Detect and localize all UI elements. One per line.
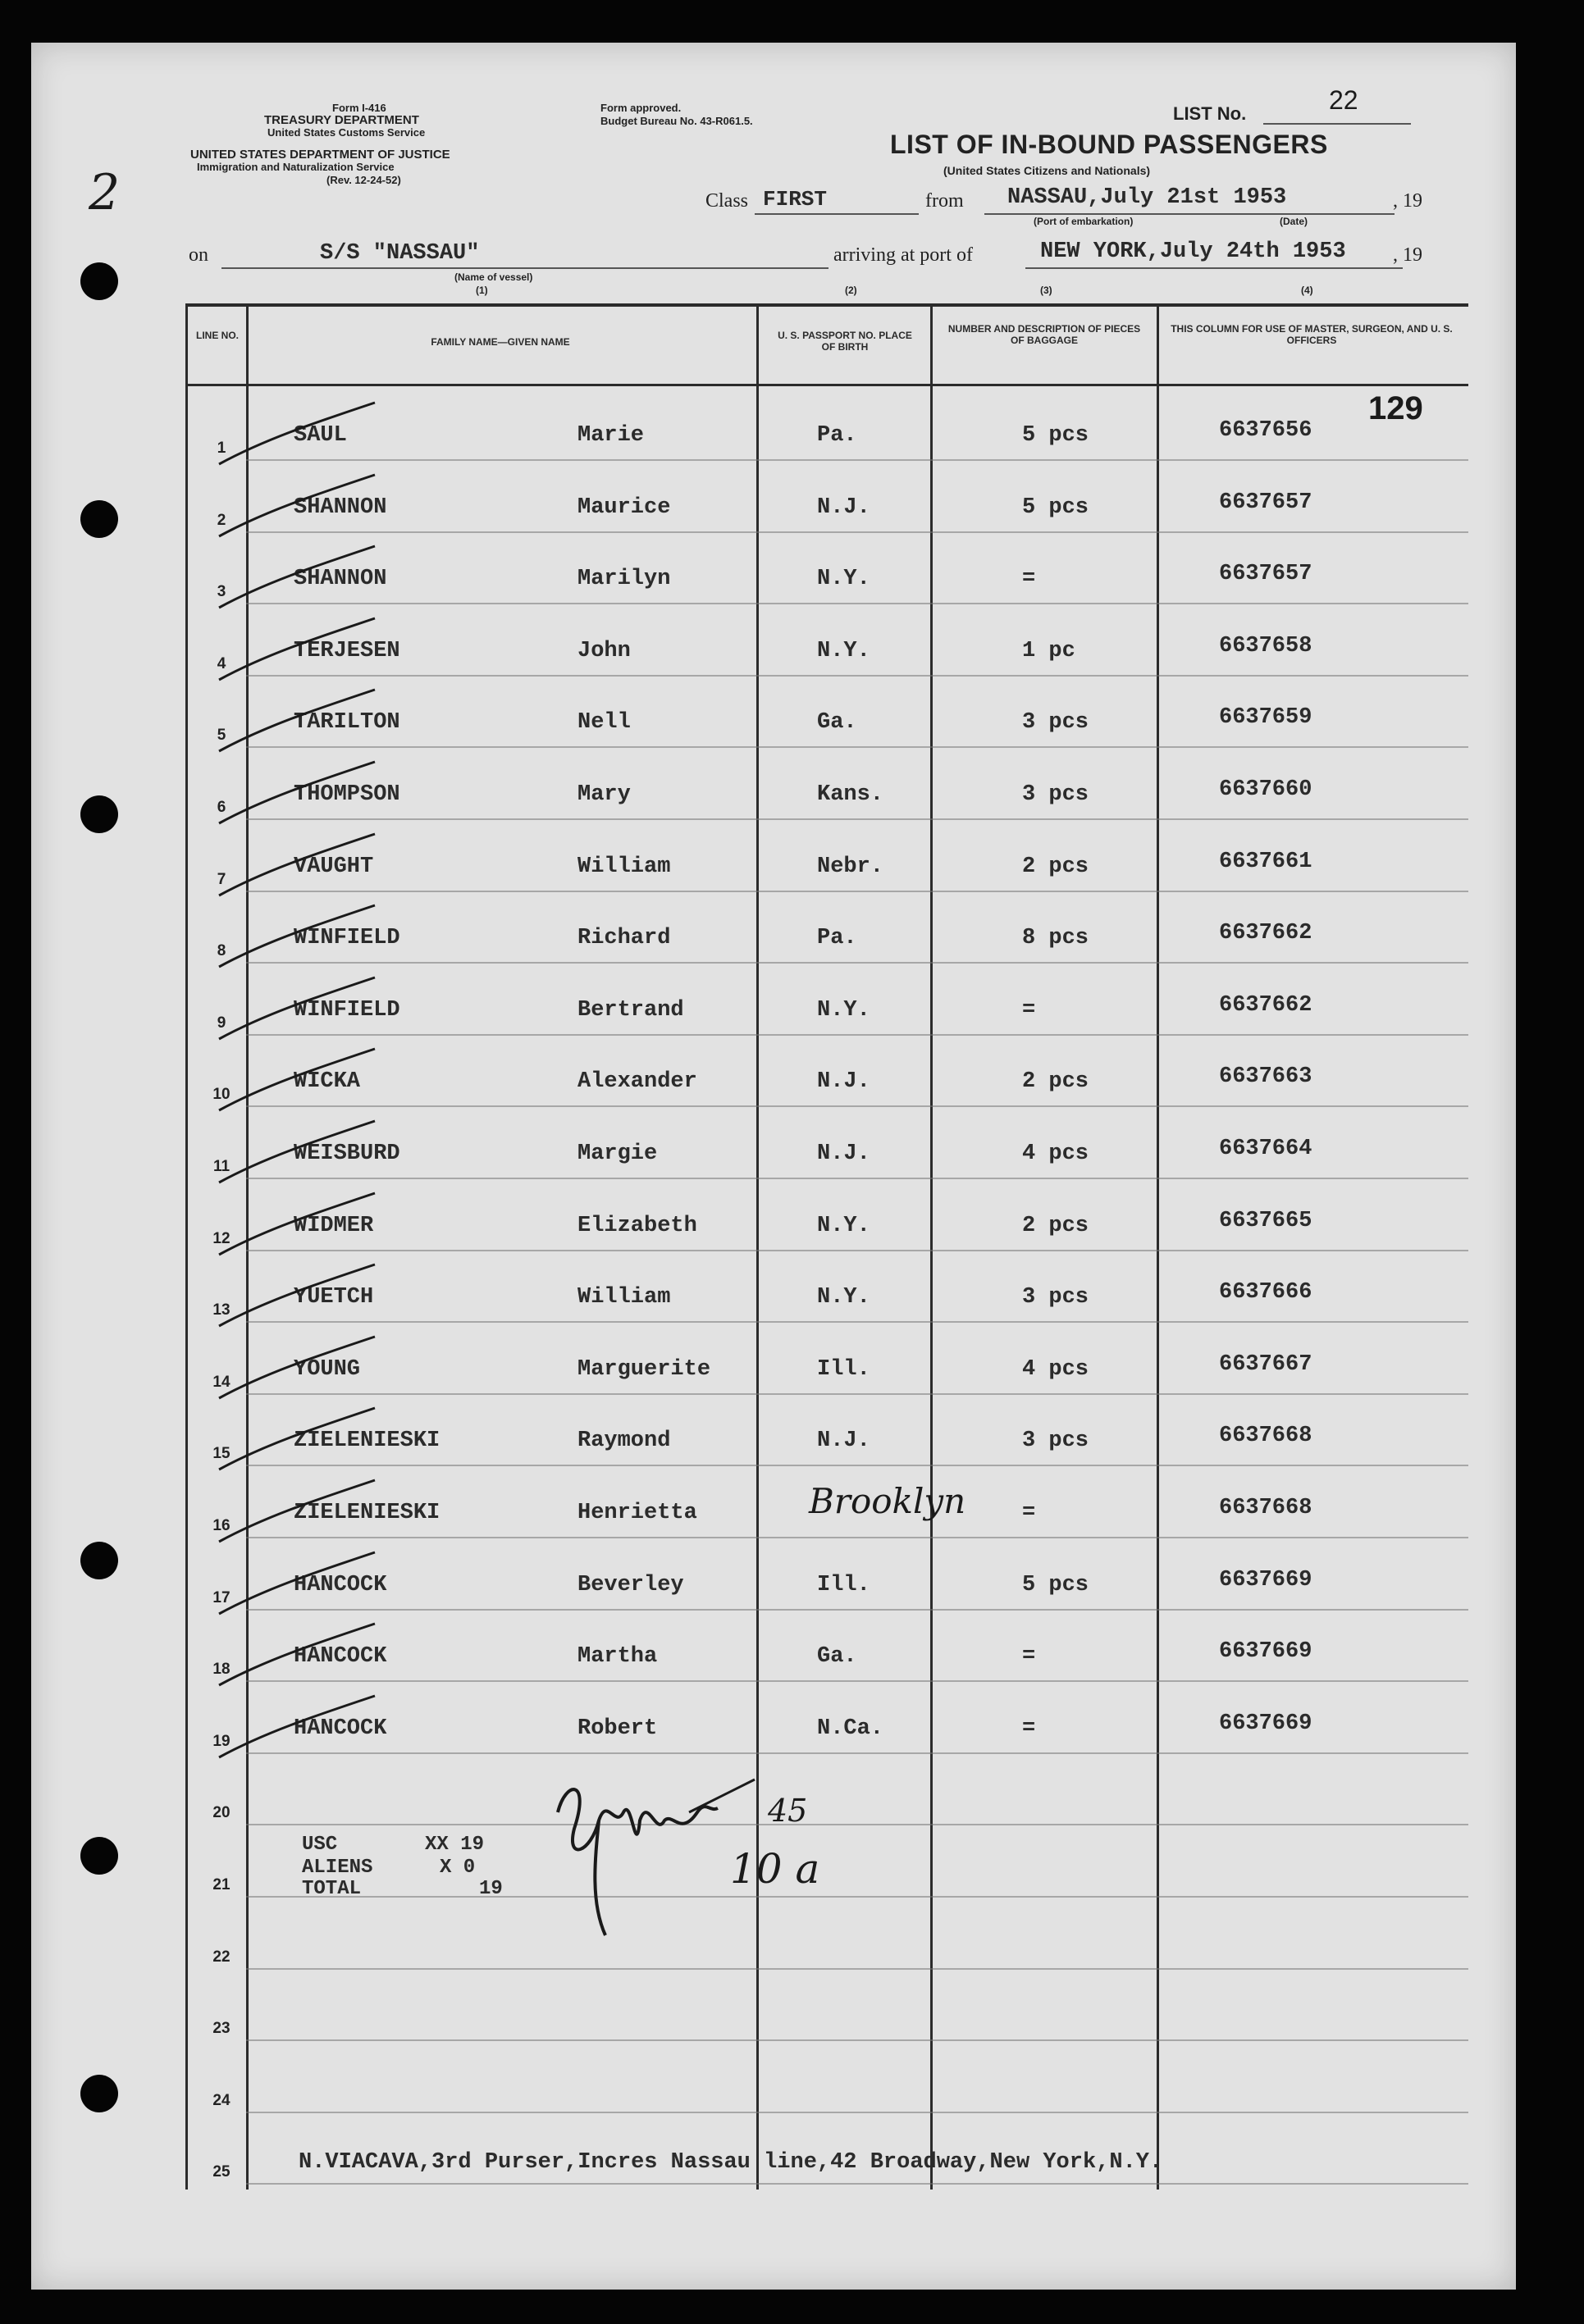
col-header-officers: THIS COLUMN FOR USE OF MASTER, SURGEON, AND U. S. OFFICERS xyxy=(1171,323,1453,346)
checkmark-slash xyxy=(215,471,379,545)
officer-number: 6637668 xyxy=(1219,1496,1312,1520)
baggage-count: = xyxy=(1022,1501,1036,1525)
list-no-value: 22 xyxy=(1329,85,1358,115)
row-rule xyxy=(246,1393,1468,1395)
given-name: Bertrand xyxy=(577,997,684,1023)
line-number: 25 xyxy=(212,2163,231,2181)
form-number: Form I-416 xyxy=(332,102,386,114)
family-name: THOMPSON xyxy=(294,782,400,807)
given-name: Maurice xyxy=(577,494,671,520)
row-rule xyxy=(246,2183,1468,2185)
row-rule xyxy=(246,1465,1468,1466)
line-number: 13 xyxy=(212,1301,231,1319)
place-of-birth: N.Y. xyxy=(817,1285,870,1310)
page-subtitle: (United States Citizens and Nationals) xyxy=(943,164,1151,177)
on-label: on xyxy=(189,244,208,266)
line-number: 16 xyxy=(212,1517,231,1534)
checkmark-slash xyxy=(215,1045,379,1119)
row-rule xyxy=(246,603,1468,604)
arriving-label: arriving at port of xyxy=(833,244,973,266)
family-name: TARILTON xyxy=(294,710,400,736)
place-of-birth: N.J. xyxy=(817,1429,870,1454)
row-rule xyxy=(246,459,1468,461)
baggage-count: = xyxy=(1022,567,1036,592)
total-value: 19 xyxy=(479,1878,503,1900)
place-of-birth: N.Y. xyxy=(817,997,870,1023)
given-name: Richard xyxy=(577,926,671,951)
given-name: Raymond xyxy=(577,1429,671,1454)
place-of-birth: Ga. xyxy=(817,710,857,736)
line-number: 18 xyxy=(212,1661,231,1679)
line-number: 14 xyxy=(212,1373,231,1391)
family-name: HANCOCK xyxy=(294,1572,387,1597)
family-name: HANCOCK xyxy=(294,1716,387,1741)
given-name: Elizabeth xyxy=(577,1213,697,1238)
row-rule xyxy=(246,1250,1468,1251)
row-rule xyxy=(246,1752,1468,1754)
family-name: YUETCH xyxy=(294,1285,374,1310)
page-stamp-number: 129 xyxy=(1368,390,1423,426)
place-of-birth: Pa. xyxy=(817,423,857,448)
line-number: 3 xyxy=(217,583,226,601)
officer-number: 6637658 xyxy=(1219,633,1312,658)
vessel-caption: (Name of vessel) xyxy=(454,271,533,283)
row-rule xyxy=(246,1321,1468,1323)
row-rule xyxy=(246,1896,1468,1898)
checkmark-slash xyxy=(215,686,379,759)
officer-number: 6637666 xyxy=(1219,1280,1312,1306)
line-number: 24 xyxy=(212,2091,231,2109)
checkmark-slash xyxy=(215,758,379,832)
aliens-label: ALIENS xyxy=(302,1857,373,1879)
baggage-count: 5 pcs xyxy=(1022,494,1089,520)
given-name: Alexander xyxy=(577,1069,697,1095)
line-number: 10 xyxy=(212,1086,231,1104)
row-rule xyxy=(246,891,1468,892)
checkmark-slash xyxy=(215,1620,379,1693)
family-name: SHANNON xyxy=(294,494,387,520)
family-name: TERJESEN xyxy=(294,638,400,663)
justice-label: UNITED STATES DEPARTMENT OF JUSTICE xyxy=(190,148,450,162)
from-value: NASSAU,July 21st 1953 xyxy=(1007,185,1287,210)
family-name: WEISBURD xyxy=(294,1141,400,1166)
revision-label: (Rev. 12-24-52) xyxy=(326,174,401,186)
given-name: Mary xyxy=(577,782,631,807)
row-rule xyxy=(246,1609,1468,1611)
caption-1: (1) xyxy=(476,285,488,296)
footer-purser-line: N.VIACAVA,3rd Purser,Incres Nassau line,42 Broadway,New York,N.Y. xyxy=(299,2150,1163,2175)
place-of-birth: Kans. xyxy=(817,782,884,807)
family-name: ZIELENIESKI xyxy=(294,1501,441,1525)
baggage-count: 1 pc xyxy=(1022,638,1075,663)
usc-value: XX 19 xyxy=(425,1834,485,1856)
place-of-birth: Pa. xyxy=(817,926,857,951)
baggage-count: 2 pcs xyxy=(1022,1213,1089,1238)
line-number: 21 xyxy=(212,1876,231,1893)
punch-hole xyxy=(80,1837,118,1875)
row-rule xyxy=(246,1537,1468,1538)
place-of-birth: N.J. xyxy=(817,494,870,520)
line-number: 6 xyxy=(217,799,226,816)
baggage-count: 5 pcs xyxy=(1022,423,1089,448)
row-rule xyxy=(246,675,1468,677)
row-rule xyxy=(246,1178,1468,1179)
caption-4: (4) xyxy=(1301,285,1313,296)
aliens-value: X 0 xyxy=(440,1857,476,1879)
officer-number: 6637668 xyxy=(1219,1424,1312,1449)
row-rule xyxy=(246,1034,1468,1036)
place-of-birth: Nebr. xyxy=(817,854,884,879)
table-left-border xyxy=(185,303,188,2190)
checkmark-slash xyxy=(215,1548,379,1622)
punch-hole xyxy=(80,1542,118,1579)
class-underline xyxy=(755,213,919,215)
family-name: SHANNON xyxy=(294,567,387,592)
officer-number: 6637662 xyxy=(1219,921,1312,946)
line-number: 9 xyxy=(217,1014,226,1032)
place-of-birth: N.J. xyxy=(817,1141,870,1166)
place-of-birth: N.Ca. xyxy=(817,1716,884,1741)
checkmark-slash xyxy=(215,1117,379,1191)
checkmark-slash xyxy=(215,830,379,904)
class-value: FIRST xyxy=(763,187,828,212)
customs-label: United States Customs Service xyxy=(267,126,426,139)
family-name: HANCOCK xyxy=(294,1644,387,1670)
given-name: William xyxy=(577,1285,671,1310)
checkmark-slash xyxy=(215,901,379,975)
row-rule xyxy=(246,818,1468,820)
place-of-birth: N.J. xyxy=(817,1069,870,1095)
caption-2: (2) xyxy=(845,285,857,296)
checkmark-slash xyxy=(215,399,379,472)
officer-number: 6637669 xyxy=(1219,1639,1312,1665)
line-number: 12 xyxy=(212,1229,231,1247)
line-number: 2 xyxy=(217,511,226,529)
given-name: John xyxy=(577,638,631,663)
class-label: Class xyxy=(705,190,749,212)
given-name: Henrietta xyxy=(577,1501,697,1525)
family-name: SAUL xyxy=(294,423,347,448)
family-name: WINFIELD xyxy=(294,926,400,951)
margin-mark: 2 xyxy=(89,164,121,221)
row-rule xyxy=(246,1680,1468,1682)
family-name: WINFIELD xyxy=(294,997,400,1023)
checkmark-slash xyxy=(215,1692,379,1766)
vessel-underline xyxy=(221,267,829,269)
col-header-baggage: NUMBER AND DESCRIPTION OF PIECES OF BAGGAGE xyxy=(947,323,1141,346)
given-name: Margie xyxy=(577,1141,658,1166)
given-name: Martha xyxy=(577,1644,658,1670)
row-rule xyxy=(246,746,1468,748)
line-number: 5 xyxy=(217,727,226,745)
given-name: Marilyn xyxy=(577,567,671,592)
given-name: Nell xyxy=(577,710,631,736)
family-name: YOUNG xyxy=(294,1356,361,1382)
port-embark-caption: (Port of embarkation) xyxy=(1034,216,1134,227)
place-of-birth: Ill. xyxy=(817,1572,870,1597)
line-number: 22 xyxy=(212,1948,231,1966)
checkmark-slash xyxy=(215,542,379,616)
line-number: 1 xyxy=(217,440,226,457)
baggage-count: 5 pcs xyxy=(1022,1572,1089,1597)
baggage-count: 8 pcs xyxy=(1022,926,1089,951)
line-number: 20 xyxy=(212,1804,231,1822)
checkmark-slash xyxy=(215,1260,379,1334)
row-rule xyxy=(246,1105,1468,1107)
family-name: WIDMER xyxy=(294,1213,374,1238)
handwritten-initials: 45 xyxy=(768,1793,808,1829)
table-top-border xyxy=(185,303,1468,307)
officer-number: 6637657 xyxy=(1219,562,1312,587)
checkmark-slash xyxy=(215,1333,379,1406)
col-header-line: LINE NO. xyxy=(195,330,239,341)
punch-hole xyxy=(80,795,118,833)
officer-number: 6637661 xyxy=(1219,849,1312,874)
officer-number: 6637669 xyxy=(1219,1567,1312,1593)
checkmark-slash xyxy=(215,1476,379,1550)
col-divider-4 xyxy=(1157,303,1159,2190)
punch-hole xyxy=(80,500,118,538)
total-label: TOTAL xyxy=(302,1878,362,1900)
line-number: 7 xyxy=(217,870,226,888)
place-of-birth: N.Y. xyxy=(817,567,870,592)
baggage-count: 3 pcs xyxy=(1022,1285,1089,1310)
place-of-birth: Brooklyn xyxy=(809,1481,966,1521)
arrival-value: NEW YORK,July 24th 1953 xyxy=(1040,239,1346,264)
line-number: 15 xyxy=(212,1445,231,1463)
baggage-count: 3 pcs xyxy=(1022,782,1089,807)
officer-number: 6637662 xyxy=(1219,992,1312,1018)
ins-label: Immigration and Naturalization Service xyxy=(197,161,395,173)
checkmark-slash xyxy=(215,614,379,688)
row-rule xyxy=(246,1968,1468,1970)
checkmark-slash xyxy=(215,973,379,1047)
checkmark-slash xyxy=(215,1404,379,1478)
line-number: 17 xyxy=(212,1588,231,1606)
place-of-birth: Ill. xyxy=(817,1356,870,1382)
officer-number: 6637669 xyxy=(1219,1711,1312,1736)
list-no-label: LIST No. xyxy=(1173,103,1247,124)
checkmark-slash xyxy=(215,1189,379,1263)
baggage-count: 3 pcs xyxy=(1022,1429,1089,1454)
family-name: ZIELENIESKI xyxy=(294,1429,441,1454)
place-of-birth: N.Y. xyxy=(817,1213,870,1238)
punch-hole xyxy=(80,262,118,300)
given-name: Robert xyxy=(577,1716,658,1741)
row-rule xyxy=(246,2039,1468,2041)
handwritten-note: 10 a xyxy=(730,1845,820,1893)
from-label: from xyxy=(925,190,964,212)
line-number: 19 xyxy=(212,1732,231,1750)
row-rule xyxy=(246,1824,1468,1825)
officer-number: 6637657 xyxy=(1219,490,1312,515)
line-number: 8 xyxy=(217,942,226,960)
family-name: WICKA xyxy=(294,1069,361,1095)
given-name: Marie xyxy=(577,423,645,448)
officer-number: 6637663 xyxy=(1219,1064,1312,1090)
row-rule xyxy=(246,2112,1468,2113)
treasury-label: TREASURY DEPARTMENT xyxy=(264,113,419,127)
budget-bureau: Budget Bureau No. 43-R061.5. xyxy=(600,115,753,127)
punch-hole xyxy=(80,2075,118,2112)
year-prefix-2: , 19 xyxy=(1393,244,1422,266)
baggage-count: = xyxy=(1022,1716,1036,1741)
place-of-birth: N.Y. xyxy=(817,638,870,663)
usc-label: USC xyxy=(302,1834,338,1856)
baggage-count: 4 pcs xyxy=(1022,1356,1089,1382)
col-header-name: FAMILY NAME—GIVEN NAME xyxy=(431,336,570,348)
baggage-count: = xyxy=(1022,1644,1036,1670)
officer-number: 6637660 xyxy=(1219,777,1312,802)
col-header-passport: U. S. PASSPORT NO. PLACE OF BIRTH xyxy=(778,330,912,353)
baggage-count: = xyxy=(1022,997,1036,1023)
form-approved: Form approved. xyxy=(600,102,682,114)
officer-number: 6637667 xyxy=(1219,1351,1312,1377)
given-name: William xyxy=(577,854,671,879)
arrival-underline xyxy=(1025,267,1403,269)
date-caption: (Date) xyxy=(1280,216,1308,227)
baggage-count: 4 pcs xyxy=(1022,1141,1089,1166)
place-of-birth: Ga. xyxy=(817,1644,857,1670)
line-number: 23 xyxy=(212,2020,231,2038)
row-rule xyxy=(246,962,1468,964)
officer-number: 6637656 xyxy=(1219,418,1312,443)
year-prefix-1: , 19 xyxy=(1393,190,1422,212)
vessel-name: S/S "NASSAU" xyxy=(320,241,480,266)
baggage-count: 3 pcs xyxy=(1022,710,1089,736)
officer-number: 6637664 xyxy=(1219,1137,1312,1161)
list-no-underline xyxy=(1263,123,1411,125)
header-bottom-rule xyxy=(185,384,1468,386)
line-number: 11 xyxy=(212,1158,231,1175)
row-rule xyxy=(246,531,1468,533)
given-name: Beverley xyxy=(577,1572,684,1597)
officer-number: 6637659 xyxy=(1219,705,1312,731)
officer-number: 6637665 xyxy=(1219,1208,1312,1233)
col-divider-3 xyxy=(930,303,933,2190)
baggage-count: 2 pcs xyxy=(1022,1069,1089,1095)
line-number: 4 xyxy=(217,654,226,672)
page-title: LIST OF IN-BOUND PASSENGERS xyxy=(890,130,1328,159)
baggage-count: 2 pcs xyxy=(1022,854,1089,879)
family-name: VAUGHT xyxy=(294,854,374,879)
caption-3: (3) xyxy=(1040,285,1052,296)
given-name: Marguerite xyxy=(577,1356,711,1382)
